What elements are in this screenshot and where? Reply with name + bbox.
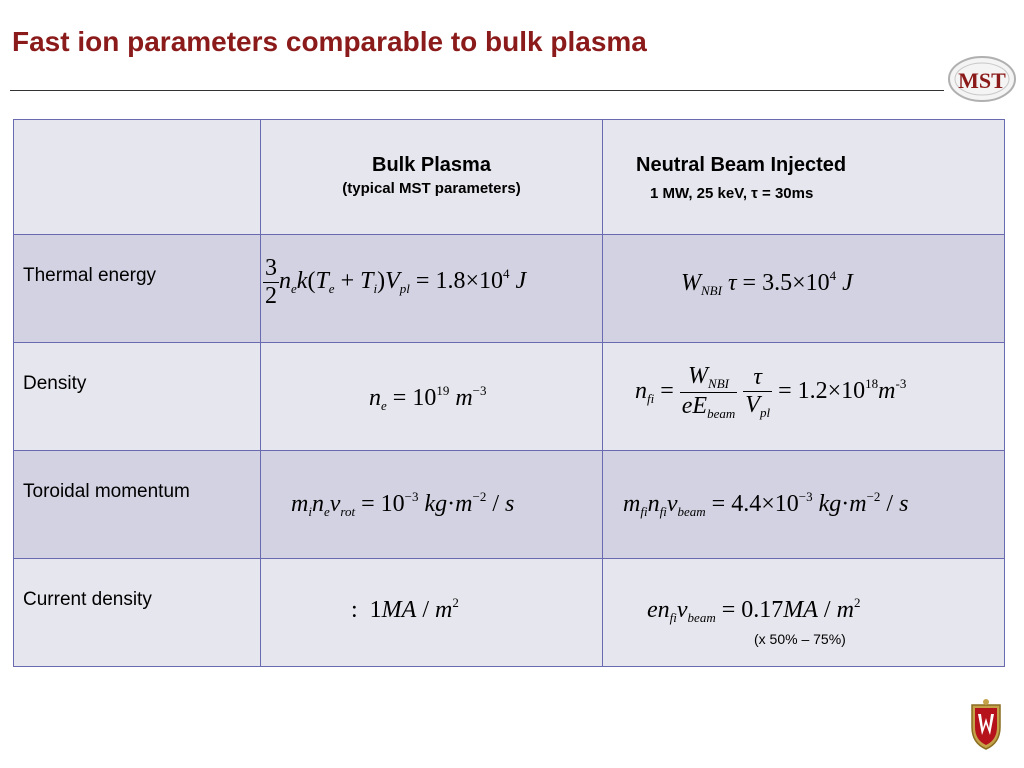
title-divider: [10, 90, 944, 91]
row-label-density: Density: [23, 373, 87, 394]
uw-crest-icon: [968, 697, 1004, 751]
table-header-row: [14, 120, 1005, 235]
parameter-table: [13, 119, 1005, 667]
header-nbi-cell: [603, 120, 1005, 235]
slide-title: Fast ion parameters comparable to bulk plasma: [12, 26, 647, 57]
header-bulk-subtitle: (typical MST parameters): [342, 180, 521, 197]
table-row-toroidal-momentum: Toroidal momentum $m_in_ev_{rot} = 10^{-3}$ $kg\cdot m^{-2} / s$ $m_{fi}n_{fi}v_{beam} = 4.4\times 10^{-3}$ $kg\cdot m^{-2} / s$: [14, 451, 1005, 559]
header-bulk-title: Bulk Plasma: [372, 154, 491, 176]
table-row-density: Density $n_e = 10^{19}$ $m^{-3}$ $n_{fi}$ = $\frac{W_{NBI}}{eE_{beam}}$ $\frac{\tau}{V_{pl}}$ = $1.2\times 10^{18}m^{-3}$: [14, 343, 1005, 451]
current-density-note: (x 50% – 75%): [754, 631, 846, 647]
header-nbi-subtitle: 1 MW, 25 keV, τ = 30ms: [650, 185, 814, 202]
header-bulk-cell: [261, 120, 603, 235]
row-label-thermal-energy: Thermal energy: [23, 265, 157, 286]
header-empty-cell: [14, 120, 261, 235]
table-row-thermal-energy: Thermal energy $\frac{3}{2}$ $n_ek(T_e + T_i)V_{pl} = 1.8\times 10^4$ J $W_{NBI}$ $\tau = 3.5\times 10^4$ J: [14, 235, 1005, 343]
table-row-current-density: Current density : $1MA / m^2$ $en_{fi}v_{beam} = 0.17MA / m^2$ (x 50% – 75%): [14, 559, 1005, 667]
mst-logo-text: MST: [958, 68, 1006, 93]
row-label-toroidal-momentum: Toroidal momentum: [23, 481, 190, 502]
mst-logo-icon: [946, 52, 1018, 106]
row-label-current-density: Current density: [23, 589, 152, 610]
header-nbi-title: Neutral Beam Injected: [636, 154, 847, 176]
